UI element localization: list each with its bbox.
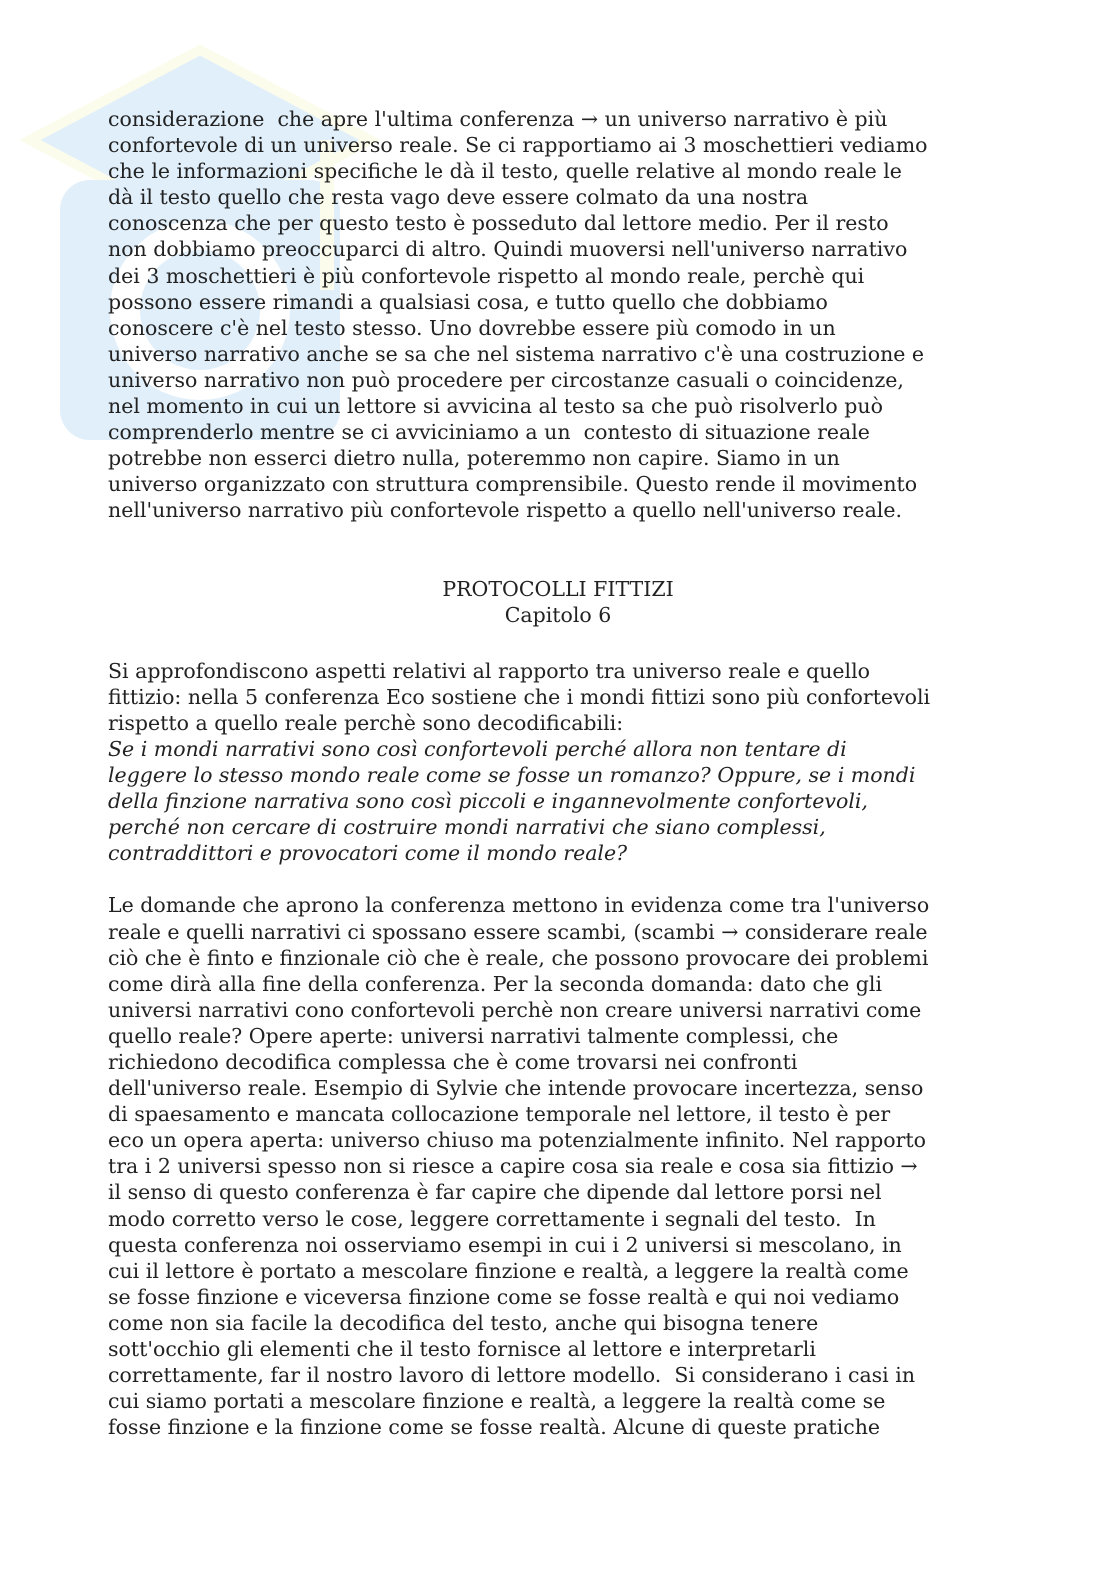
text-line: come non sia facile la decodifica del testo, anche qui bisogna tenere (108, 1310, 819, 1335)
text-line: potrebbe non esserci dietro nulla, poteremmo non capire. Siamo in un (108, 446, 840, 471)
text-line: universo narrativo non può procedere per circostanze casuali o coincidenze, (108, 367, 904, 392)
text-line: cui siamo portati a mescolare finzione e realtà, a leggere la realtà come se (108, 1389, 886, 1414)
text-line: cui il lettore è portato a mescolare finzione e realtà, a leggere la realtà come (108, 1258, 909, 1283)
text-line: ciò che è finto e finzionale ciò che è reale, che possono provocare dei problemi (108, 945, 929, 970)
text-line: correttamente, far il nostro lavoro di lettore modello. Si considerano i casi in (108, 1363, 916, 1388)
quote-line: perché non cercare di costruire mondi narrativi che siano complessi, (108, 815, 826, 840)
text-line: possono essere rimandi a qualsiasi cosa, e tutto quello che dobbiamo (108, 289, 828, 314)
text-line: fittizio: nella 5 conferenza Eco sostiene che i mondi fittizi sono più confortevoli (108, 684, 931, 709)
text-line: che le informazioni specifiche le dà il testo, quelle relative al mondo reale le (108, 159, 902, 184)
text-line: conoscere c'è nel testo stesso. Uno dovrebbe essere più comodo in un (108, 315, 836, 340)
text-line: Le domande che aprono la conferenza mettono in evidenza come tra l'universo (108, 893, 930, 918)
document-page (108, 106, 1028, 1440)
quote-line: della finzione narrativa sono così piccoli e ingannevolmente confortevoli, (108, 789, 868, 814)
text-line: confortevole di un universo reale. Se ci rapportiamo ai 3 moschettieri vediamo (108, 133, 928, 158)
text-line: di spaesamento e mancata collocazione temporale nel lettore, il testo è per (108, 1102, 891, 1127)
text-line: nel momento in cui un lettore si avvicina al testo sa che può risolverlo può (108, 394, 883, 419)
text-line: fosse finzione e la finzione come se fosse realtà. Alcune di queste pratiche (108, 1415, 881, 1440)
text-line: considerazione che apre l'ultima conferenza → un universo narrativo è più (108, 107, 888, 131)
text-line: questa conferenza noi osserviamo esempi in cui i 2 universi si mescolano, in (108, 1232, 902, 1257)
quote-block (108, 736, 1028, 866)
text-line: dei 3 moschettieri è più confortevole rispetto al mondo reale, perchè qui (108, 263, 865, 288)
text-line: universo narrativo anche se sa che nel sistema narrativo c'è una costruzione e (108, 341, 925, 366)
text-line: dà il testo quello che resta vago deve essere colmato da una nostra (108, 185, 809, 210)
text-line: richiedono decodifica complessa che è come trovarsi nei confronti (108, 1050, 798, 1074)
text-line: conoscenza che per questo testo è posseduto dal lettore medio. Per il resto (108, 211, 889, 236)
text-line: sott'occhio gli elementi che il testo fornisce al lettore e interpretarli (108, 1337, 816, 1362)
quote-line: Se i mondi narrativi sono così confortevoli perché allora non tentare di (108, 736, 847, 761)
paragraph-discussion (108, 892, 1028, 1440)
paragraph-protocols (108, 658, 1028, 736)
chapter-subtitle: Capitolo 6 (504, 602, 612, 627)
text-line: se fosse finzione e viceversa finzione come se fosse realtà e qui noi vediamo (108, 1284, 900, 1309)
text-line: quello reale? Opere aperte: universi narrativi talmente complessi, che (108, 1023, 839, 1048)
text-line: eco un opera aperta: universo chiuso ma potenzialmente infinito. Nel rapporto (108, 1128, 926, 1153)
text-line: nell'universo narrativo più confortevole rispetto a quello nell'universo reale. (108, 498, 902, 523)
paragraph-intro (108, 106, 1028, 524)
text-line: reale e quelli narrativi ci spossano essere scambi, (scambi → considerare reale (108, 919, 928, 944)
chapter-heading (108, 576, 1028, 628)
text-line: non dobbiamo preoccuparci di altro. Quindi muoversi nell'universo narrativo (108, 237, 908, 262)
text-line: come dirà alla fine della conferenza. Per la seconda domanda: dato che gli (108, 971, 883, 996)
quote-line: leggere lo stesso mondo reale come se fosse un romanzo? Oppure, se i mondi (108, 763, 916, 788)
text-line: tra i 2 universi spesso non si riesce a capire cosa sia reale e cosa sia fittizio → (108, 1154, 918, 1179)
text-line: Si approfondiscono aspetti relativi al rapporto tra universo reale e quello (108, 658, 870, 683)
text-line: comprenderlo mentre se ci avviciniamo a un contesto di situazione reale (108, 420, 870, 445)
text-line: dell'universo reale. Esempio di Sylvie che intende provocare incertezza, senso (108, 1076, 924, 1101)
text-line: il senso di questo conferenza è far capire che dipende dal lettore porsi nel (108, 1180, 882, 1205)
chapter-title: PROTOCOLLI FITTIZI (442, 576, 674, 601)
text-line: universo organizzato con struttura comprensibile. Questo rende il movimento (108, 472, 918, 497)
text-line: modo corretto verso le cose, leggere correttamente i segnali del testo. In (108, 1206, 876, 1231)
quote-line: contraddittori e provocatori come il mondo reale? (108, 841, 628, 866)
text-line: rispetto a quello reale perchè sono decodificabili: (108, 710, 624, 735)
text-line: universi narrativi cono confortevoli perchè non creare universi narrativi come (108, 997, 922, 1022)
